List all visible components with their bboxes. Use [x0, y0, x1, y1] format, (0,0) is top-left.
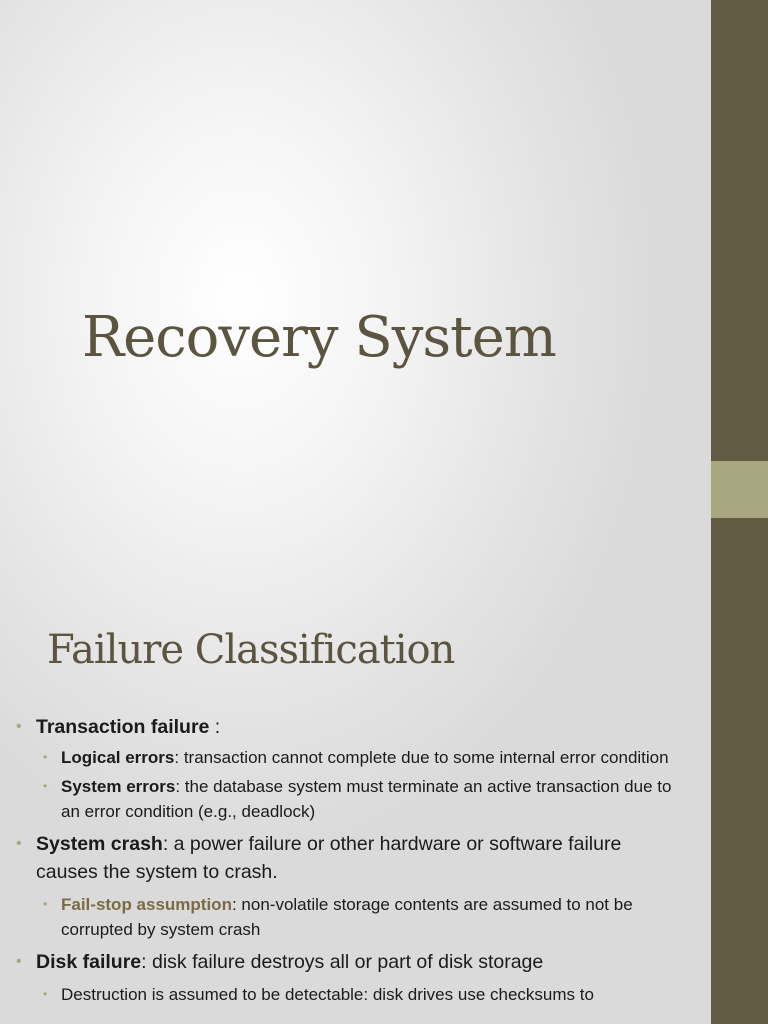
term-transaction-failure: Transaction failure — [36, 716, 210, 738]
bullet-system-errors — [43, 774, 686, 824]
bullet-fail-stop — [43, 892, 686, 942]
text-destruction: Destruction is assumed to be detectable: disk drives use checksums to — [61, 985, 594, 1004]
section-title: Failure Classification — [47, 627, 455, 673]
bullet-system-crash — [16, 830, 686, 886]
term-disk-failure: Disk failure — [36, 951, 142, 973]
slide-title: Recovery System — [82, 305, 556, 370]
bullet-dot-icon: • — [43, 897, 48, 911]
text-system-crash: : a power failure or other hardware or software failure causes the system to crash. — [36, 833, 622, 883]
bullet-dot-icon: • — [43, 987, 48, 1001]
text-fail-stop: : non-volatile storage contents are assumed to not be corrupted by system crash — [61, 895, 633, 939]
bullet-dot-icon: • — [43, 750, 48, 764]
term-system-errors: System errors — [61, 777, 176, 796]
term-logical-errors: Logical errors — [61, 748, 175, 767]
text-system-errors: : the database system must terminate an active transaction due to an error condition (e.g., deadlock) — [61, 777, 672, 821]
bullet-transaction-failure — [16, 713, 686, 741]
term-fail-stop: Fail-stop assumption — [61, 895, 232, 914]
bullet-destruction — [43, 982, 686, 1007]
sidebar-accent-block — [711, 461, 768, 518]
bullet-dot-icon: • — [16, 835, 22, 852]
text-logical-errors: : transaction cannot complete due to some internal error condition — [174, 748, 669, 767]
bullet-dot-icon: • — [16, 953, 22, 970]
term-system-crash: System crash — [36, 833, 163, 855]
bullet-dot-icon: • — [16, 718, 22, 735]
text-transaction-failure: : — [209, 716, 221, 738]
bullet-logical-errors — [43, 745, 686, 770]
bullet-list — [0, 713, 700, 1007]
text-disk-failure: : disk failure destroys all or part of disk storage — [141, 951, 544, 973]
bullet-dot-icon: • — [43, 779, 48, 793]
bullet-disk-failure — [16, 948, 686, 976]
